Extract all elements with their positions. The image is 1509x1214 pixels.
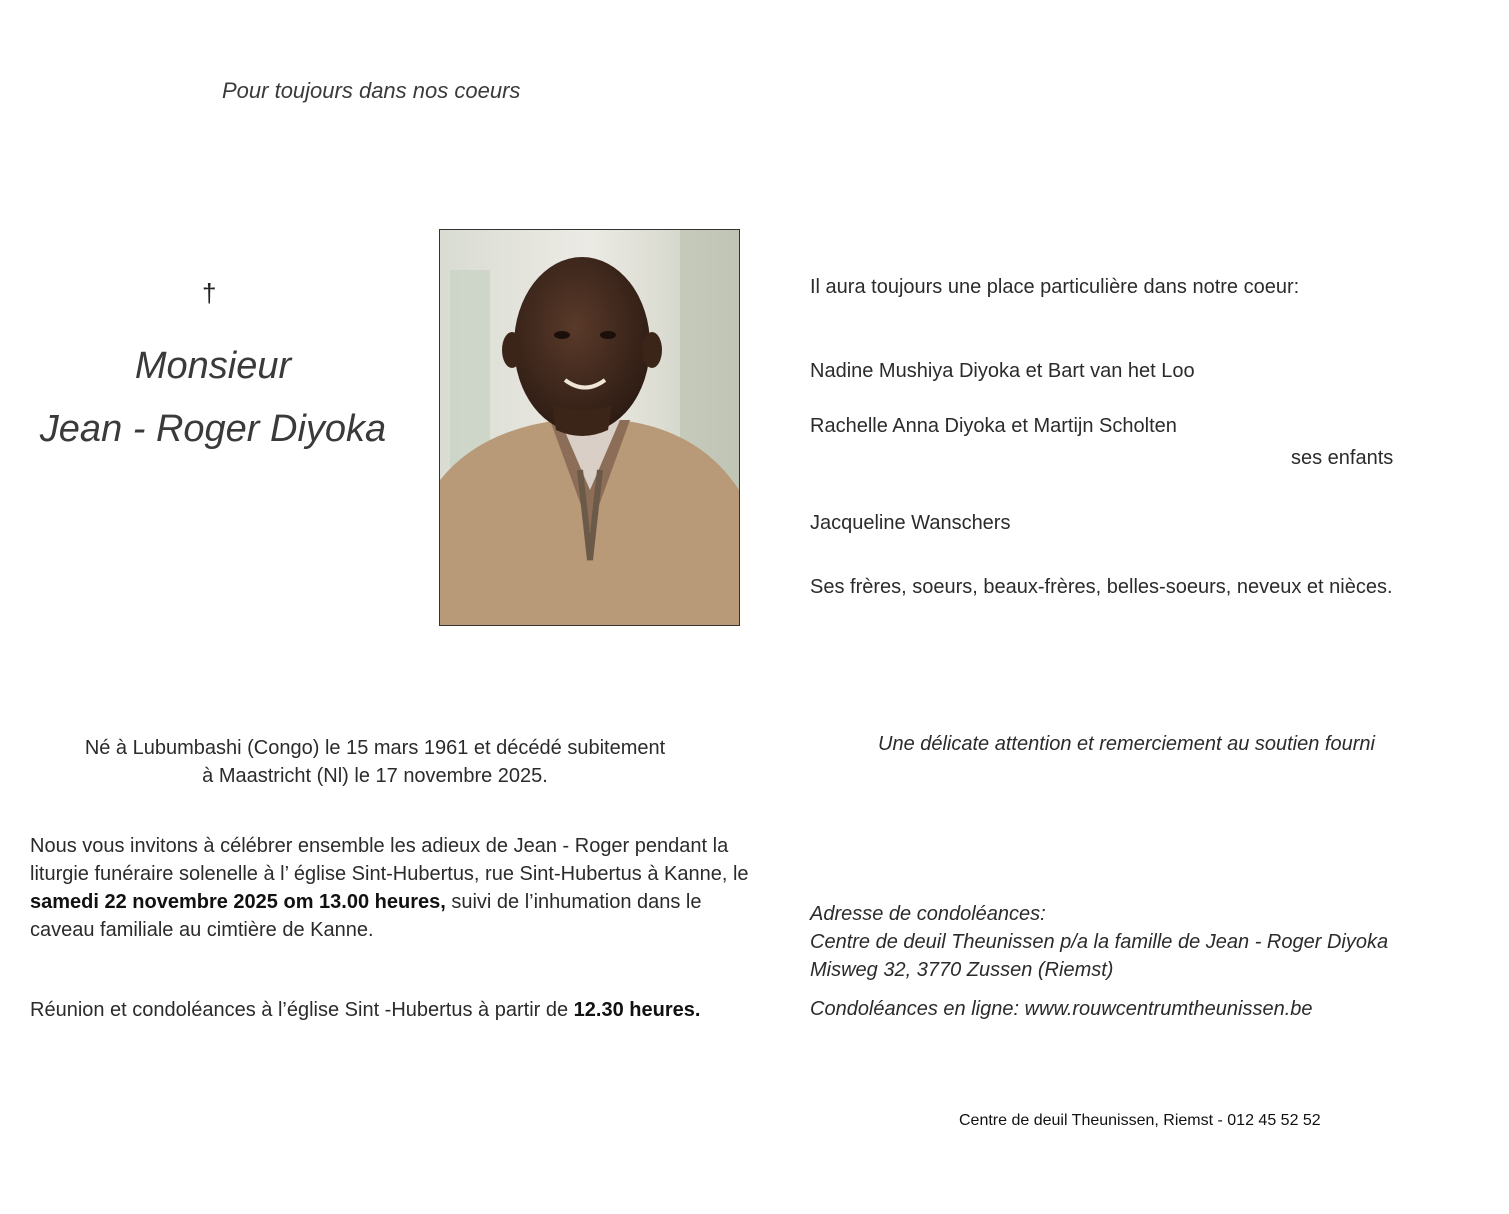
deceased-name: Jean - Roger Diyoka [39, 408, 387, 450]
condolence-line-2: Misweg 32, 3770 Zussen (Riemst) [810, 959, 1114, 981]
footer-contact: Centre de deuil Theunissen, Riemst - 012 45 52 52 [959, 1112, 1321, 1129]
family-intro: Il aura toujours une place particulière dans notre coeur: [810, 276, 1300, 298]
funeral-invitation [30, 832, 750, 944]
cross-icon: † [202, 278, 217, 308]
family-child-1: Nadine Mushiya Diyoka et Bart van het Loo [810, 360, 1195, 382]
reunion-text: Réunion et condoléances à l’église Sint -Hubertus à partir de [30, 999, 574, 1021]
birth-death-info [30, 734, 720, 790]
condolence-heading: Adresse de condoléances: [810, 903, 1046, 925]
family-other: Jacqueline Wanschers [810, 512, 1011, 534]
thanks-note: Une délicate attention et remerciement au soutien fourni [878, 733, 1375, 755]
condolence-line-1: Centre de deuil Theunissen p/a la famille de Jean - Roger Diyoka [810, 931, 1389, 953]
condolence-online: Condoléances en ligne: www.rouwcentrumtheunissen.be [810, 998, 1313, 1020]
reunion-info [30, 999, 790, 1022]
invitation-date: samedi 22 novembre 2025 om 13.00 heures, [30, 891, 446, 913]
invitation-text-2: suivi de l’inhumation dans le caveau familiale au cimtière de Kanne. [30, 891, 702, 941]
reunion-time: 12.30 heures. [573, 999, 701, 1021]
family-child-2: Rachelle Anna Diyoka et Martijn Scholten [810, 415, 1177, 437]
motto: Pour toujours dans nos coeurs [222, 78, 521, 103]
birth-line-2: à Maastricht (Nl) le 17 novembre 2025. [202, 765, 548, 787]
family-children-role: ses enfants [1291, 447, 1394, 469]
invitation-text-1: Nous vous invitons à célébrer ensemble les adieux de Jean - Roger pendant la liturgie funéraire solenelle à l’ église Sint-Hubertus, rue Sint-Hubertus à Kanne, le [30, 835, 749, 885]
portrait-photo [439, 229, 740, 626]
birth-line-1: Né à Lubumbashi (Congo) le 15 mars 1961 et décédé subitement [84, 737, 666, 759]
family-relatives: Ses frères, soeurs, beaux-frères, belles-soeurs, neveux et nièces. [810, 576, 1393, 598]
deceased-title: Monsieur [134, 345, 292, 387]
condolence-address [810, 900, 1388, 984]
